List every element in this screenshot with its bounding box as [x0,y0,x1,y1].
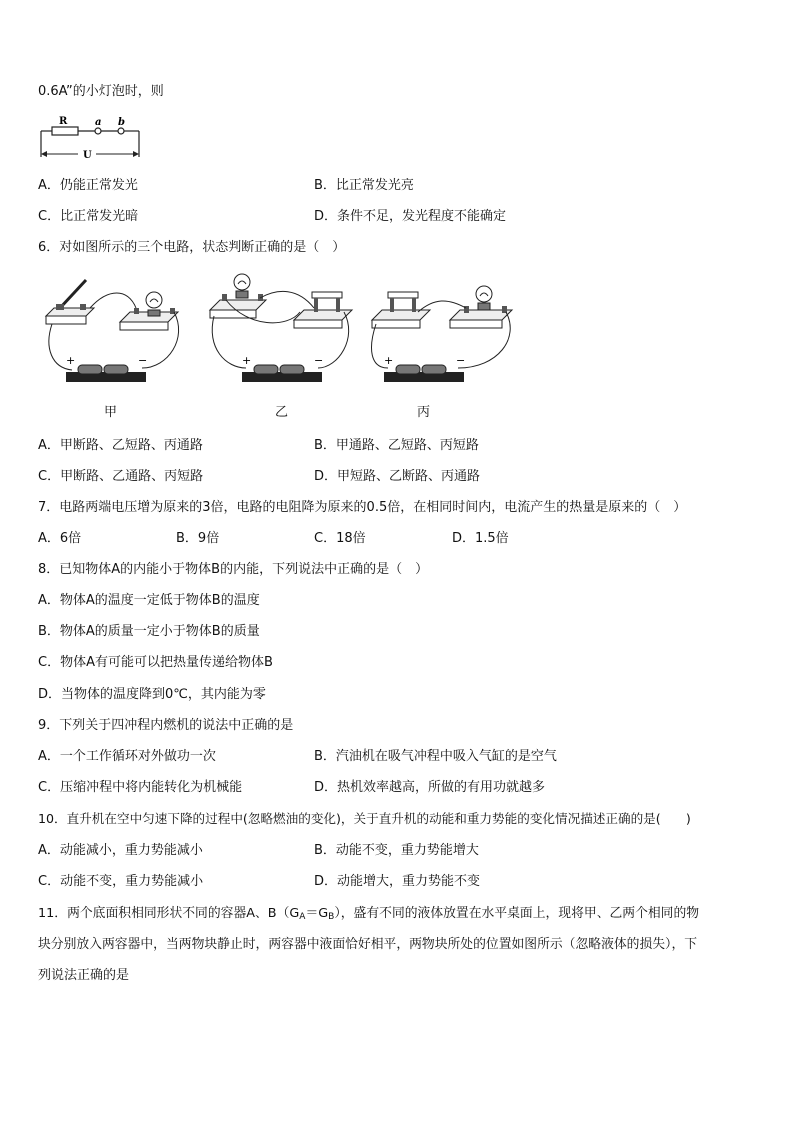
q7-option-b: B．9倍 [176,531,220,546]
label-a: a [95,117,102,128]
q10-option-a: A．动能减小，重力势能减小 [38,843,203,858]
q5-option-d: D．条件不足，发光程度不能确定 [314,209,507,224]
q11-text-part-1: 11．两个底面积相同形状不同的容器A、B（G [38,906,300,921]
q11-equals: ＝G [305,906,329,921]
q9-option-a: A．一个工作循环对外做功一次 [38,749,216,764]
q6-option-c: C．甲断路、乙通路、丙短路 [38,469,204,484]
q8-stem: 8．已知物体A的内能小于物体B的内能，下列说法中正确的是（ ） [38,562,429,577]
q6-label-jia: 甲 [104,405,118,420]
label-r: R [59,116,68,127]
q6-option-b: B．甲通路、乙短路、丙短路 [314,438,479,453]
q9-option-c: C．压缩冲程中将内能转化为机械能 [38,780,243,795]
q11-subscript-b: B [328,912,335,922]
q11-line-3: 列说法正确的是 [38,968,130,983]
q11-line-2: 块分别放入两容器中，当两物块静止时，两容器中液面恰好相平，两物块所处的位置如图所示（忽略液体的损失），下 [38,937,698,952]
circuit-jia [46,280,179,382]
q5-intro: 0.6A”的小灯泡时，则 [38,84,164,99]
q7-option-c: C．18倍 [314,531,366,546]
svg-text:−: − [456,354,466,367]
q6-circuit-figure [38,268,538,398]
label-u: U [83,150,92,161]
circuit-yi [210,274,352,382]
svg-text:+: + [242,354,252,367]
label-b: b [118,117,125,128]
svg-text:+: + [66,354,76,367]
q5-circuit-diagram [38,115,148,160]
q7-option-a: A．6倍 [38,531,82,546]
circuit-bing [372,286,512,382]
svg-text:−: − [314,354,324,367]
q10-option-d: D．动能增大，重力势能不变 [314,874,481,889]
q8-option-d: D．当物体的温度降到0℃，其内能为零 [38,687,266,702]
q7-stem: 7．电路两端电压增为原来的3倍，电路的电阻降为原来的0.5倍，在相同时间内，电流产生的热量是原来的（ ） [38,500,687,515]
q11-text-part-2: ），盛有不同的液体放置在水平桌面上，现将甲、乙两个相同的物 [334,906,700,921]
q5-option-c: C．比正常发光暗 [38,209,139,224]
q8-option-b: B．物体A的质量一定小于物体B的质量 [38,624,260,639]
svg-text:−: − [138,354,148,367]
q9-option-b: B．汽油机在吸气冲程中吸入气缸的是空气 [314,749,557,764]
q6-option-a: A．甲断路、乙短路、丙通路 [38,438,203,453]
q6-option-d: D．甲短路、乙断路、丙通路 [314,469,481,484]
q10-option-b: B．动能不变，重力势能增大 [314,843,479,858]
q10-option-c: C．动能不变，重力势能减小 [38,874,204,889]
q5-option-a: A．仍能正常发光 [38,178,138,193]
q9-option-d: D．热机效率越高，所做的有用功就越多 [314,780,546,795]
q6-label-bing: 丙 [417,405,431,420]
q10-stem: 10．直升机在空中匀速下降的过程中(忽略燃油的变化)，关于直升机的动能和重力势能的变化情况描述正确的是( ) [38,811,691,826]
q8-option-a: A．物体A的温度一定低于物体B的温度 [38,593,260,608]
svg-text:+: + [384,354,394,367]
q7-option-d: D．1.5倍 [452,531,509,546]
q6-label-yi: 乙 [275,405,289,420]
q6-stem: 6．对如图所示的三个电路，状态判断正确的是（ ） [38,240,346,255]
q9-stem: 9．下列关于四冲程内燃机的说法中正确的是 [38,718,294,733]
q11-line-1 [38,905,699,923]
q8-option-c: C．物体A有可能可以把热量传递给物体B [38,655,273,670]
q11-subscript-a: A [299,912,306,922]
q5-option-b: B．比正常发光亮 [314,178,414,193]
